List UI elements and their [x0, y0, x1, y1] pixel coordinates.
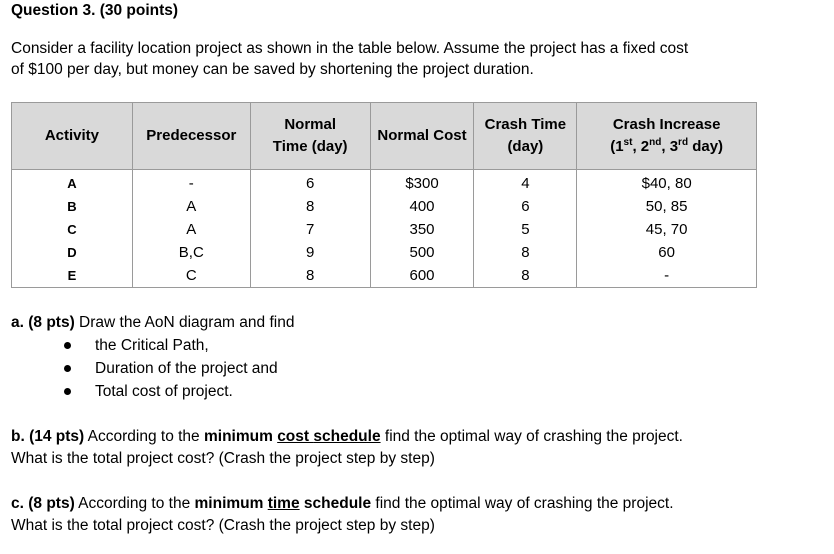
activity-table: [11, 102, 757, 288]
part-a-bullet-list: [64, 334, 278, 403]
cell-crash-time: 4: [474, 170, 577, 196]
cell-activity: C: [12, 218, 133, 241]
list-item: the Critical Path,: [64, 334, 278, 357]
emphasis-time: time: [267, 495, 300, 512]
cell-crash-time: 6: [474, 195, 577, 218]
cell-predecessor: A: [132, 195, 250, 218]
cell-predecessor: B,C: [132, 241, 250, 264]
cell-crash-time: 5: [474, 218, 577, 241]
part-b-label: b. (14 pts): [11, 428, 85, 445]
part-a-prompt: [11, 311, 294, 334]
cell-activity: E: [12, 264, 133, 288]
part-c-label: c. (8 pts): [11, 495, 75, 512]
cell-crash-increase: 50, 85: [577, 195, 757, 218]
intro-paragraph: [11, 38, 811, 80]
cell-crash-increase: -: [577, 264, 757, 288]
cell-normal-cost: 350: [370, 218, 474, 241]
list-item: Total cost of project.: [64, 380, 278, 403]
header-crash-increase: Crash Increase (1st, 2nd, 3rd day): [577, 103, 757, 170]
cell-crash-time: 8: [474, 264, 577, 288]
cell-predecessor: -: [132, 170, 250, 196]
emphasis-cost: cost: [277, 428, 314, 445]
header-normal-time: Normal Time (day): [250, 103, 370, 170]
cell-normal-time: 7: [250, 218, 370, 241]
cell-activity: D: [12, 241, 133, 264]
cell-normal-cost: $300: [370, 170, 474, 196]
header-predecessor: Predecessor: [132, 103, 250, 170]
table-row: [12, 195, 757, 218]
cell-crash-increase: $40, 80: [577, 170, 757, 196]
part-a-text: Draw the AoN diagram and find: [74, 314, 295, 331]
cell-normal-time: 9: [250, 241, 370, 264]
list-item: Duration of the project and: [64, 357, 278, 380]
table-row: [12, 264, 757, 288]
header-activity: Activity: [12, 103, 133, 170]
cell-predecessor: C: [132, 264, 250, 288]
cell-normal-time: 6: [250, 170, 370, 196]
cell-crash-time: 8: [474, 241, 577, 264]
cell-crash-increase: 45, 70: [577, 218, 757, 241]
part-c-prompt: c. (8 pts) According to the minimum time schedule find the optimal way of crashing the project. What is the total project cost? (Crash the project step by step): [11, 495, 674, 534]
part-b-prompt: b. (14 pts) According to the minimum cost schedule find the optimal way of crashing the project. What is the total project cost? (Crash the project step by step): [11, 428, 683, 467]
table-row: [12, 170, 757, 196]
header-crash-time: Crash Time (day): [474, 103, 577, 170]
intro-line-2: of $100 per day, but money can be saved by shortening the project duration.: [11, 61, 534, 78]
question-title: Question 3. (30 points): [11, 2, 179, 19]
cell-normal-cost: 400: [370, 195, 474, 218]
table-row: [12, 241, 757, 264]
cell-predecessor: A: [132, 218, 250, 241]
cell-normal-time: 8: [250, 195, 370, 218]
cell-crash-increase: 60: [577, 241, 757, 264]
table-header-row: [12, 103, 757, 170]
intro-line-1: Consider a facility location project as shown in the table below. Assume the project has a fixed cost: [11, 40, 689, 57]
part-a-label: a. (8 pts): [11, 314, 75, 331]
cell-normal-cost: 500: [370, 241, 474, 264]
table-row: [12, 218, 757, 241]
cell-normal-time: 8: [250, 264, 370, 288]
header-normal-cost: Normal Cost: [370, 103, 474, 170]
cell-activity: B: [12, 195, 133, 218]
cell-normal-cost: 600: [370, 264, 474, 288]
cell-activity: A: [12, 170, 133, 196]
